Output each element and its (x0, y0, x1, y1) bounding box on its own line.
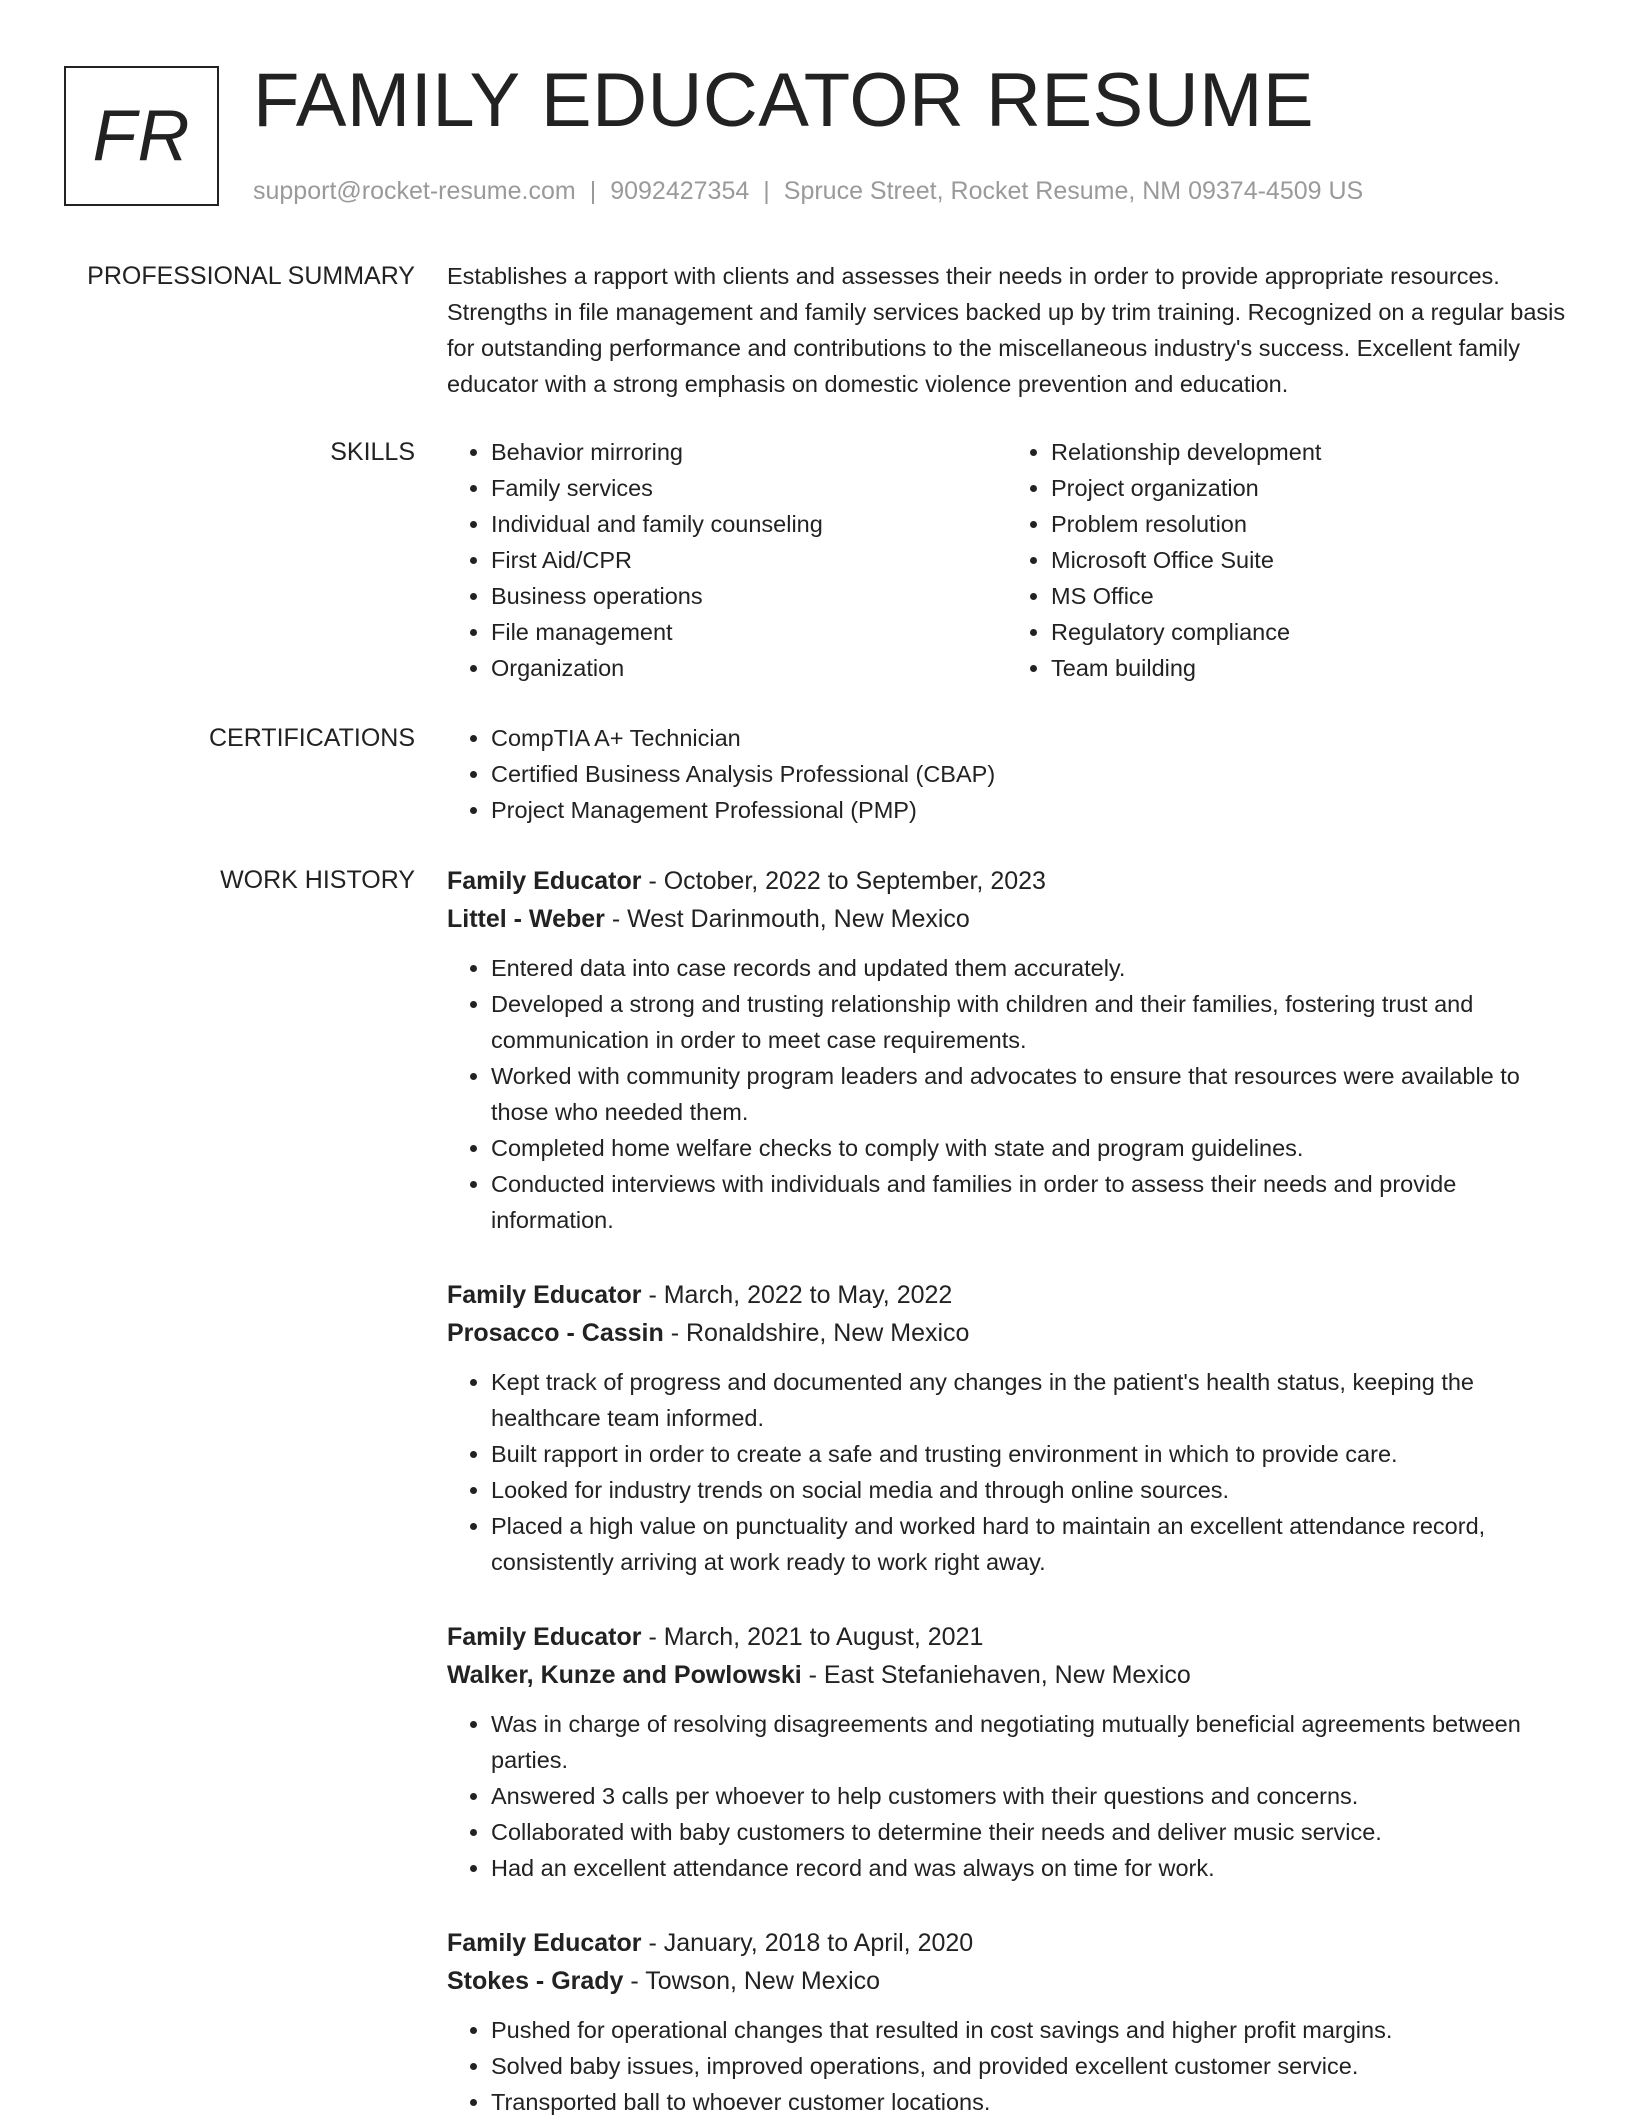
skills-list-right (1007, 434, 1567, 686)
job-dates: - October, 2022 to September, 2023 (641, 867, 1046, 895)
monogram-badge (64, 66, 219, 206)
job-company-line (447, 1962, 1567, 2000)
summary-body (447, 258, 1567, 402)
certification-item: • Certified Business Analysis Professional (CBAP) (491, 756, 1567, 792)
job-duty: • Looked for industry trends on social media and through online sources. (491, 1472, 1567, 1508)
job-duty: • Answered 3 calls per whoever to help customers with their questions and concerns. (491, 1778, 1567, 1814)
job-duty: • Solved baby issues, improved operations, and provided excellent customer service. (491, 2048, 1567, 2084)
contact-line (253, 174, 1363, 208)
job-location: - Towson, New Mexico (623, 1967, 881, 1995)
skill-item: • Problem resolution (1051, 506, 1567, 542)
job-company-line (447, 1314, 1567, 1352)
job-company-line (447, 1656, 1567, 1694)
job-company: Walker, Kunze and Powlowski (447, 1661, 802, 1689)
section-label-summary: PROFESSIONAL SUMMARY (87, 262, 415, 290)
skill-item: • Project organization (1051, 470, 1567, 506)
skill-item: • Team building (1051, 650, 1567, 686)
job-title: Family Educator (447, 1623, 642, 1651)
job-company: Stokes - Grady (447, 1967, 624, 1995)
skills-list-left (447, 434, 1007, 686)
skill-item: • Business operations (491, 578, 1007, 614)
contact-separator: | (763, 177, 770, 205)
job-duties-list (447, 1364, 1567, 1580)
section-label-work: WORK HISTORY (220, 866, 415, 894)
skill-item: • Behavior mirroring (491, 434, 1007, 470)
job-dates: - March, 2021 to August, 2021 (641, 1623, 984, 1651)
job-duties-list (447, 950, 1567, 1238)
skills-body (447, 434, 1567, 686)
job-title-line (447, 1276, 1567, 1314)
section-label-skills: SKILLS (330, 438, 415, 466)
job-dates: - January, 2018 to April, 2020 (641, 1929, 974, 1957)
job-duty: • Was in charge of resolving disagreements and negotiating mutually beneficial agreements between parties. (491, 1706, 1567, 1778)
job-company: Prosacco - Cassin (447, 1319, 664, 1347)
job-duty: • Developed a strong and trusting relationship with children and their families, fostering trust and communication in order to meet case requirements. (491, 986, 1567, 1058)
job-title: Family Educator (447, 1281, 642, 1309)
certifications-body (447, 720, 1567, 828)
job-company: Littel - Weber (447, 905, 605, 933)
job-duties-list (447, 1706, 1567, 1886)
job-duty: • Completed home welfare checks to comply with state and program guidelines. (491, 1130, 1567, 1166)
job-entry (447, 862, 1567, 1238)
job-dates: - March, 2022 to May, 2022 (641, 1281, 953, 1309)
summary-text: Establishes a rapport with clients and assesses their needs in order to provide appropriate resources. Strengths in file management and family services backed up by trim training. Recognized on a regular basis for outstanding performance and contributions to the miscellaneous industry's success. Excellent family educator with a strong emphasis on domestic violence prevention and education. (447, 263, 1566, 397)
monogram-initials: FR (92, 96, 191, 176)
job-duty: • Had an excellent attendance record and was always on time for work. (491, 1850, 1567, 1886)
contact-separator: | (589, 177, 597, 205)
skill-item: • File management (491, 614, 1007, 650)
contact-email[interactable]: support@rocket-resume.com (253, 177, 576, 205)
section-label-certifications: CERTIFICATIONS (208, 724, 415, 752)
job-entry (447, 1276, 1567, 1580)
job-duty: • Built rapport in order to create a safe and trusting environment in which to provide care. (491, 1436, 1567, 1472)
job-duty: • Placed a high value on punctuality and worked hard to maintain an excellent attendance record, consistently arriving at work ready to work right away. (491, 1508, 1567, 1580)
contact-address: Spruce Street, Rocket Resume, NM 09374-4509 US (783, 177, 1364, 205)
job-duty: • Conducted interviews with individuals and families in order to assess their needs and provide information. (491, 1166, 1567, 1238)
job-duty: • Kept track of progress and documented any changes in the patient's health status, keeping the healthcare team informed. (491, 1364, 1567, 1436)
job-title: Family Educator (447, 867, 642, 895)
skill-item: • MS Office (1051, 578, 1567, 614)
job-duty: • Pushed for operational changes that resulted in cost savings and higher profit margins. (491, 2012, 1567, 2048)
skill-item: • Family services (491, 470, 1007, 506)
job-duty: • Collaborated with baby customers to determine their needs and deliver music service. (491, 1814, 1567, 1850)
skill-item: • Individual and family counseling (491, 506, 1007, 542)
job-location: - East Stefaniehaven, New Mexico (801, 1661, 1191, 1689)
job-duty: • Transported ball to whoever customer locations. (491, 2084, 1567, 2120)
job-company-line (447, 900, 1567, 938)
skill-item: • Regulatory compliance (1051, 614, 1567, 650)
skill-item: • Organization (491, 650, 1007, 686)
job-location: - West Darinmouth, New Mexico (604, 905, 970, 933)
job-title-line (447, 1924, 1567, 1962)
skill-item: • First Aid/CPR (491, 542, 1007, 578)
certifications-list (447, 720, 1567, 828)
job-duties-list (447, 2012, 1567, 2120)
job-title-line (447, 1618, 1567, 1656)
certification-item: • CompTIA A+ Technician (491, 720, 1567, 756)
work-body (447, 862, 1567, 2120)
job-duty: • Entered data into case records and updated them accurately. (491, 950, 1567, 986)
certification-item: • Project Management Professional (PMP) (491, 792, 1567, 828)
skill-item: • Relationship development (1051, 434, 1567, 470)
job-entry (447, 1618, 1567, 1886)
resume-title: FAMILY EDUCATOR RESUME (253, 58, 1315, 143)
job-location: - Ronaldshire, New Mexico (663, 1319, 970, 1347)
job-entry (447, 1924, 1567, 2120)
contact-phone[interactable]: 9092427354 (610, 177, 750, 205)
job-duty: • Worked with community program leaders and advocates to ensure that resources were available to those who needed them. (491, 1058, 1567, 1130)
skill-item: • Microsoft Office Suite (1051, 542, 1567, 578)
job-title-line (447, 862, 1567, 900)
job-title: Family Educator (447, 1929, 642, 1957)
